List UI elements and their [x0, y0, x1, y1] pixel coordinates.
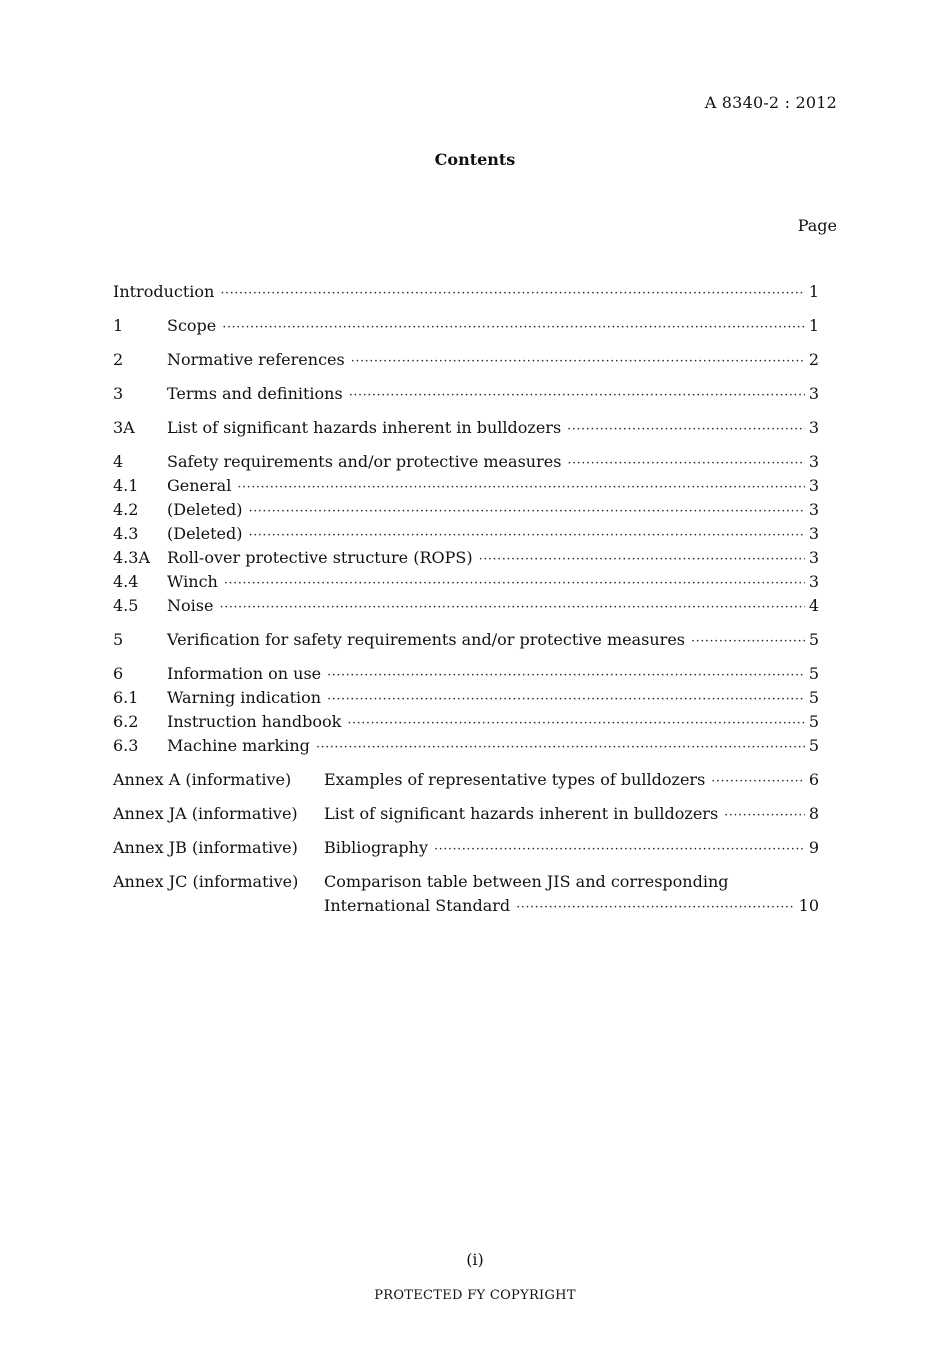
toc-entry-label: Scope: [167, 316, 217, 335]
toc-entry-label-line1: Comparison table between JIS and corresponding: [324, 872, 729, 891]
toc-entry-label: Instruction handbook: [167, 712, 342, 731]
toc-entry-number: 1: [113, 316, 124, 335]
toc-entry-number: 6.1: [113, 688, 139, 707]
toc-entry-number: 4.1: [113, 476, 139, 495]
toc-entry-page: 1: [808, 316, 819, 335]
toc-entry-page: 3: [808, 452, 819, 471]
dot-leader: [237, 476, 804, 500]
toc-entry-page: 9: [808, 838, 819, 857]
dot-leader: [724, 804, 805, 828]
toc-entry-label: Machine marking: [167, 736, 310, 755]
toc-entry-page: 5: [808, 712, 819, 731]
toc-entry-scope[interactable]: [113, 314, 819, 338]
toc-entry-label: General: [167, 476, 232, 495]
toc-entry-page: 3: [808, 418, 819, 437]
toc-entry-page: 8: [808, 804, 819, 823]
toc-entry-safety-requirements[interactable]: [113, 450, 819, 474]
dot-leader: [249, 524, 805, 548]
toc-entry-introduction[interactable]: [113, 280, 819, 304]
toc-annex-ja[interactable]: [113, 802, 819, 826]
toc-entry-page: 5: [808, 688, 819, 707]
toc-entry-number: 6.2: [113, 712, 139, 731]
toc-annex-jc-continued[interactable]: [113, 894, 819, 918]
toc-entry-number: 6: [113, 664, 124, 683]
toc-entry-number: 4.2: [113, 500, 139, 519]
dot-leader: [691, 630, 805, 654]
dot-leader: [316, 736, 805, 760]
toc-entry-page: 3: [808, 572, 819, 591]
toc-entry-page: 3: [808, 384, 819, 403]
toc-annex-jb[interactable]: [113, 836, 819, 860]
toc-entry-instruction-handbook[interactable]: [113, 710, 819, 734]
toc-entry-label: Introduction: [113, 282, 215, 301]
toc-entry-number: 4.4: [113, 572, 139, 591]
toc-entry-label: (Deleted): [167, 524, 243, 543]
standard-number: A 8340-2 : 2012: [704, 93, 837, 112]
dot-leader: [516, 896, 794, 920]
toc-entry-page: 5: [808, 736, 819, 755]
toc-entry-number: 4.5: [113, 596, 139, 615]
toc-entry-label: Safety requirements and/or protective measures: [167, 452, 562, 471]
toc-entry-label-line2: International Standard: [324, 896, 511, 915]
toc-entry-number: 2: [113, 350, 124, 369]
table-of-contents: [113, 280, 819, 918]
annex-name: Annex A (informative): [113, 770, 292, 789]
toc-entry-label: Warning indication: [167, 688, 322, 707]
toc-entry-label: Winch: [167, 572, 218, 591]
dot-leader: [222, 316, 805, 340]
toc-entry-number: 6.3: [113, 736, 139, 755]
toc-entry-number: 3: [113, 384, 124, 403]
toc-entry-deleted-4-3[interactable]: [113, 522, 819, 546]
dot-leader: [347, 712, 804, 736]
toc-entry-machine-marking[interactable]: [113, 734, 819, 758]
toc-entry-label: Normative references: [167, 350, 345, 369]
toc-entry-number: 4.3A: [113, 548, 150, 567]
toc-entry-number: 4: [113, 452, 124, 471]
toc-entry-rops[interactable]: [113, 546, 819, 570]
toc-entry-page: 3: [808, 500, 819, 519]
toc-entry-label: Roll-over protective structure (ROPS): [167, 548, 473, 567]
dot-leader: [327, 688, 805, 712]
dot-leader: [711, 770, 805, 794]
toc-entry-label: Bibliography: [324, 838, 428, 857]
toc-entry-page: 2: [808, 350, 819, 369]
toc-entry-verification[interactable]: [113, 628, 819, 652]
toc-entry-page: 5: [808, 630, 819, 649]
dot-leader: [567, 418, 805, 442]
annex-name: Annex JC (informative): [113, 872, 299, 891]
toc-entry-page: 1: [808, 282, 819, 301]
toc-entry-label: Examples of representative types of bulldozers: [324, 770, 706, 789]
dot-leader: [567, 452, 804, 476]
dot-leader: [351, 350, 805, 374]
toc-annex-a[interactable]: [113, 768, 819, 792]
toc-entry-page: 3: [808, 548, 819, 567]
toc-entry-page: 10: [798, 896, 819, 915]
toc-entry-general[interactable]: [113, 474, 819, 498]
dot-leader: [220, 282, 804, 306]
toc-entry-page: 4: [808, 596, 819, 615]
toc-annex-jc[interactable]: [113, 870, 819, 894]
dot-leader: [479, 548, 805, 572]
toc-entry-label: Information on use: [167, 664, 322, 683]
page-column-label: Page: [797, 216, 837, 235]
toc-entry-page: 3: [808, 476, 819, 495]
toc-entry-normative-references[interactable]: [113, 348, 819, 372]
dot-leader: [249, 500, 805, 524]
toc-entry-terms-definitions[interactable]: [113, 382, 819, 406]
annex-name: Annex JA (informative): [113, 804, 298, 823]
annex-name: Annex JB (informative): [113, 838, 298, 857]
toc-entry-label: Verification for safety requirements and/or protective measures: [167, 630, 686, 649]
toc-entry-noise[interactable]: [113, 594, 819, 618]
dot-leader: [219, 596, 804, 620]
toc-entry-number: 5: [113, 630, 124, 649]
toc-entry-number: 3A: [113, 418, 135, 437]
dot-leader: [327, 664, 805, 688]
dot-leader: [224, 572, 805, 596]
dot-leader: [349, 384, 805, 408]
toc-entry-page: 3: [808, 524, 819, 543]
toc-entry-warning-indication[interactable]: [113, 686, 819, 710]
toc-entry-page: 5: [808, 664, 819, 683]
copyright-notice: PROTECTED FY COPYRIGHT: [374, 1288, 576, 1303]
toc-entry-label: List of significant hazards inherent in bulldozers: [167, 418, 562, 437]
toc-entry-page: 6: [808, 770, 819, 789]
toc-entry-label: List of significant hazards inherent in bulldozers: [324, 804, 719, 823]
toc-entry-deleted-4-2[interactable]: [113, 498, 819, 522]
toc-entry-information-on-use[interactable]: [113, 662, 819, 686]
toc-entry-winch[interactable]: [113, 570, 819, 594]
page-marker: (i): [466, 1250, 484, 1269]
toc-entry-number: 4.3: [113, 524, 139, 543]
toc-entry-hazards-list[interactable]: [113, 416, 819, 440]
dot-leader: [434, 838, 805, 862]
page-title: Contents: [434, 150, 516, 169]
toc-entry-label: Noise: [167, 596, 214, 615]
toc-entry-label: (Deleted): [167, 500, 243, 519]
toc-entry-label: Terms and definitions: [167, 384, 343, 403]
